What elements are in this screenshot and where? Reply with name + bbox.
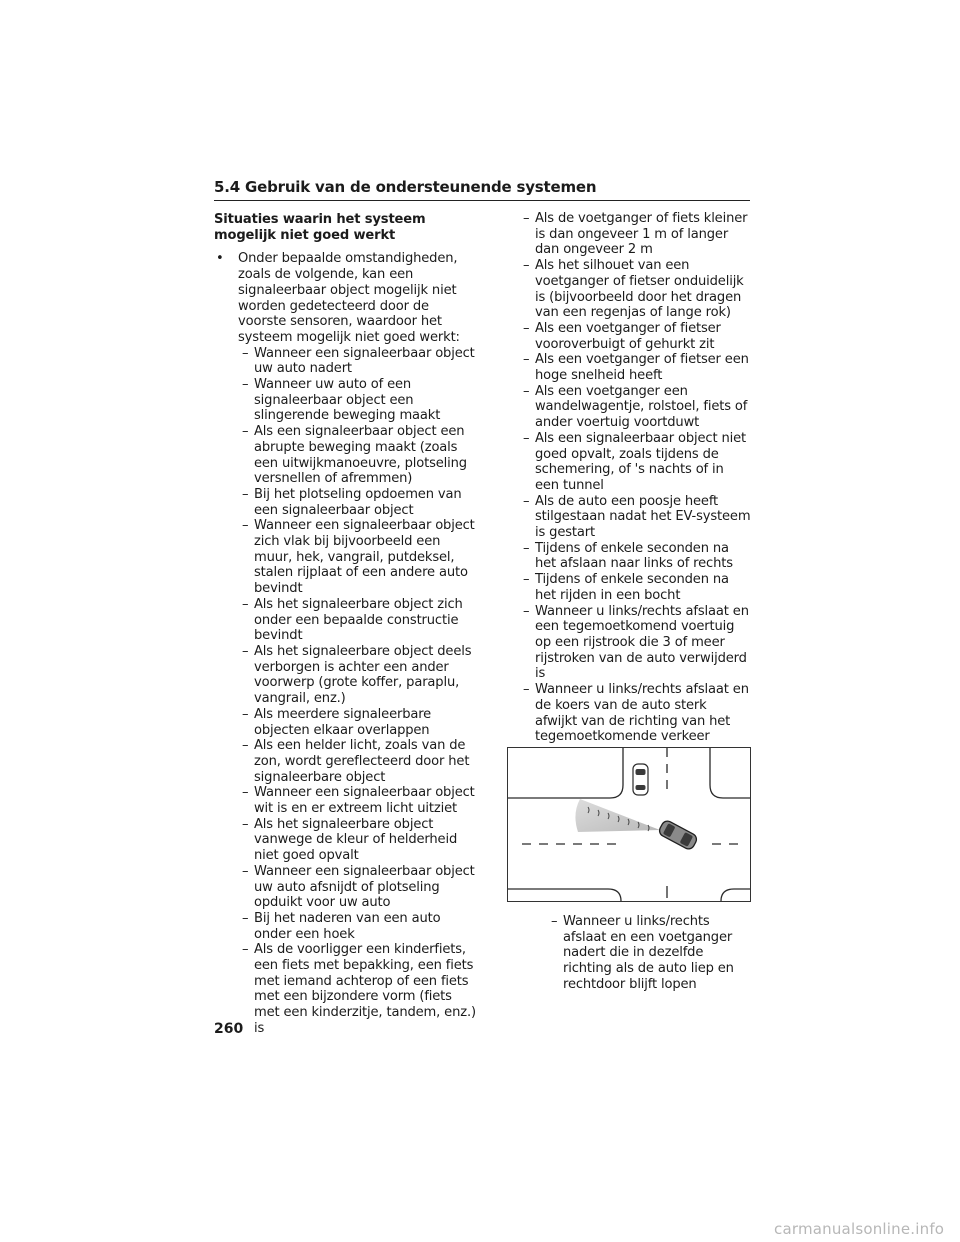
section-title: 5.4 Gebruik van de ondersteunende systemen: [214, 178, 750, 201]
list-item-text: Als het silhouet van een voetganger of fietser onduidelijk is (bijvoorbeeld door het dragen van een regenjas of lange rok): [535, 258, 744, 321]
list-item-text: Wanneer uw auto of een signaleerbaar object een slingerende beweging maakt: [254, 377, 441, 424]
list-item-text: Als de voetganger of fiets kleiner is dan ongeveer 1 m of langer dan ongeveer 2 m: [535, 211, 748, 258]
list-item: [523, 352, 751, 383]
list-item: [523, 211, 751, 258]
list-item-text: Tijdens of enkele seconden na het afslaan naar links of rechts: [535, 540, 733, 572]
list-item: [523, 384, 751, 431]
list-item-text: Als het signaleerbare object vanwege de kleur of helderheid niet goed opvalt: [254, 816, 458, 864]
dash-mark: –: [523, 320, 530, 336]
right-dash-list-after: [523, 914, 751, 993]
list-item: [214, 785, 476, 816]
list-item-text: Wanneer een signaleerbaar object wit is en er extreem licht uitziet: [254, 785, 475, 817]
oncoming-car-icon: [633, 764, 648, 795]
dash-mark: –: [242, 785, 249, 801]
road-edge-top-left: [508, 748, 623, 798]
list-item: [214, 942, 476, 1036]
list-item: [523, 494, 751, 541]
list-item-text: Als het signaleerbare object zich onder een bepaalde constructie bevindt: [254, 596, 463, 644]
list-item-text: Wanneer een signaleerbaar object zich vlak bij bijvoorbeeld een muur, hek, vangrail, putdeksel, stalen rijplaat of een andere auto bevindt: [254, 518, 475, 597]
dash-mark: –: [523, 682, 530, 698]
list-item-text: Wanneer u links/rechts afslaat en een voetganger nadert die in dezelfde richting als de auto liep en rechtdoor blijft lopen: [563, 914, 734, 992]
list-item-text: Wanneer een signaleerbaar object uw auto afsnijdt of plotseling opduikt voor uw auto: [254, 863, 475, 911]
intersection-figure: [507, 747, 751, 902]
list-item-text: Als het signaleerbare object deels verborgen is achter een ander voorwerp (grote koffer, paraplu, vangrail, enz.): [254, 643, 472, 707]
dash-mark: –: [242, 738, 249, 754]
right-column: [523, 211, 751, 745]
page-number: 260: [214, 1021, 244, 1037]
list-item-text: Als een signaleerbaar object een abrupte beweging maakt (zoals een uitwijkmanoeuvre, plotseling versnellen of afremmen): [254, 424, 467, 487]
list-item-text: Als een voetganger of fietser een hoge snelheid heeft: [535, 352, 749, 384]
list-item: [214, 597, 476, 644]
list-item: [214, 424, 476, 487]
road-edge-bottom-right: [721, 889, 750, 901]
list-item-text: Als een signaleerbaar object niet goed opvalt, zoals tijdens de schemering, of 's nachts of in een tunnel: [535, 430, 746, 493]
list-item: [214, 377, 476, 424]
left-column: [214, 212, 476, 1037]
list-item: [523, 572, 751, 603]
list-item: [214, 346, 476, 377]
list-item: [523, 258, 751, 321]
dash-mark: –: [523, 211, 530, 226]
list-item: [523, 321, 751, 352]
dash-mark: –: [242, 424, 249, 440]
dash-mark: –: [242, 377, 249, 393]
list-item-text: Wanneer u links/rechts afslaat en een tegemoetkomend voertuig op een rijstrook die 3 of meer rijstroken van de auto verwijderd is: [535, 603, 749, 682]
dash-mark: –: [523, 493, 530, 509]
road-edge-top-right: [710, 748, 750, 798]
list-item: [214, 864, 476, 911]
dash-mark: –: [523, 383, 530, 399]
turning-car-icon: [657, 819, 698, 851]
list-item-text: Als meerdere signaleerbare objecten elkaar overlappen: [254, 706, 432, 738]
dash-mark: –: [523, 258, 530, 274]
list-item: [523, 914, 751, 993]
list-item: [214, 911, 476, 942]
watermark: carmanualsonline.info: [774, 1220, 945, 1238]
dash-mark: –: [242, 345, 249, 361]
dash-mark: –: [242, 863, 249, 879]
dash-mark: –: [242, 706, 249, 722]
list-item-text: Als een voetganger een wandelwagentje, rolstoel, fiets of ander voertuig voortduwt: [535, 383, 748, 431]
list-item-text: Tijdens of enkele seconden na het rijden in een bocht: [535, 572, 729, 603]
heading-situations: Situaties waarin het systeem mogelijk niet goed werkt: [214, 212, 426, 243]
dash-mark: –: [242, 643, 249, 659]
list-item-text: Wanneer u links/rechts afslaat en de koers van de auto sterk afwijkt van de richting van het tegemoetkomende verkeer: [535, 682, 749, 745]
list-item: [214, 707, 476, 738]
left-dash-list: [214, 346, 476, 1037]
dash-mark: –: [242, 486, 249, 502]
list-item: [214, 738, 476, 785]
list-item-text: Als een helder licht, zoals van de zon, wordt gereflecteerd door het signaleerbare object: [254, 738, 470, 785]
list-item-text: Bij het plotseling opdoemen van een signaleerbaar object: [254, 486, 462, 518]
sensor-beam: [575, 799, 660, 832]
bullet-icon: •: [216, 251, 224, 267]
dash-mark: –: [523, 603, 530, 619]
list-item-text: Als een voetganger of fietser vooroverbuigt of gehurkt zit: [535, 320, 721, 352]
right-column-after-figure: [523, 914, 751, 993]
dash-mark: –: [523, 572, 530, 588]
intersection-diagram: [508, 748, 750, 901]
bullet-intro: [214, 251, 476, 345]
list-item: [214, 817, 476, 864]
list-item-text: Wanneer een signaleerbaar object uw auto nadert: [254, 345, 475, 377]
list-item: [523, 604, 751, 683]
list-item: [523, 682, 751, 745]
right-dash-list: [523, 211, 751, 745]
list-item-text: Als de auto een poosje heeft stilgestaan nadat het EV-systeem is gestart: [535, 493, 751, 541]
dash-mark: –: [523, 540, 530, 556]
dash-mark: –: [523, 352, 530, 368]
list-item: [523, 541, 751, 572]
list-item-text: Bij het naderen van een auto onder een hoek: [254, 910, 441, 942]
dash-mark: –: [523, 430, 530, 446]
dash-mark: –: [551, 914, 558, 929]
road-edge-bottom-left: [508, 889, 621, 901]
bullet-text: Onder bepaalde omstandigheden, zoals de volgende, kan een signaleerbaar object mogelijk niet worden gedetecteerd door de voorste sensoren, waardoor het systeem mogelijk niet goed werkt:: [238, 251, 460, 345]
list-item: [214, 487, 476, 518]
list-item: [214, 518, 476, 597]
dash-mark: –: [242, 942, 249, 958]
list-item: [214, 644, 476, 707]
list-item: [523, 431, 751, 494]
dash-mark: –: [242, 518, 249, 534]
list-item-text: Als de voorligger een kinderfiets, een fiets met bepakking, een fiets met iemand achterop of een fiets met een bijzondere vorm (fiets met een kinderzitje, tandem, enz.) is: [254, 942, 476, 1036]
dash-mark: –: [242, 816, 249, 832]
dash-mark: –: [242, 910, 249, 926]
dash-mark: –: [242, 596, 249, 612]
